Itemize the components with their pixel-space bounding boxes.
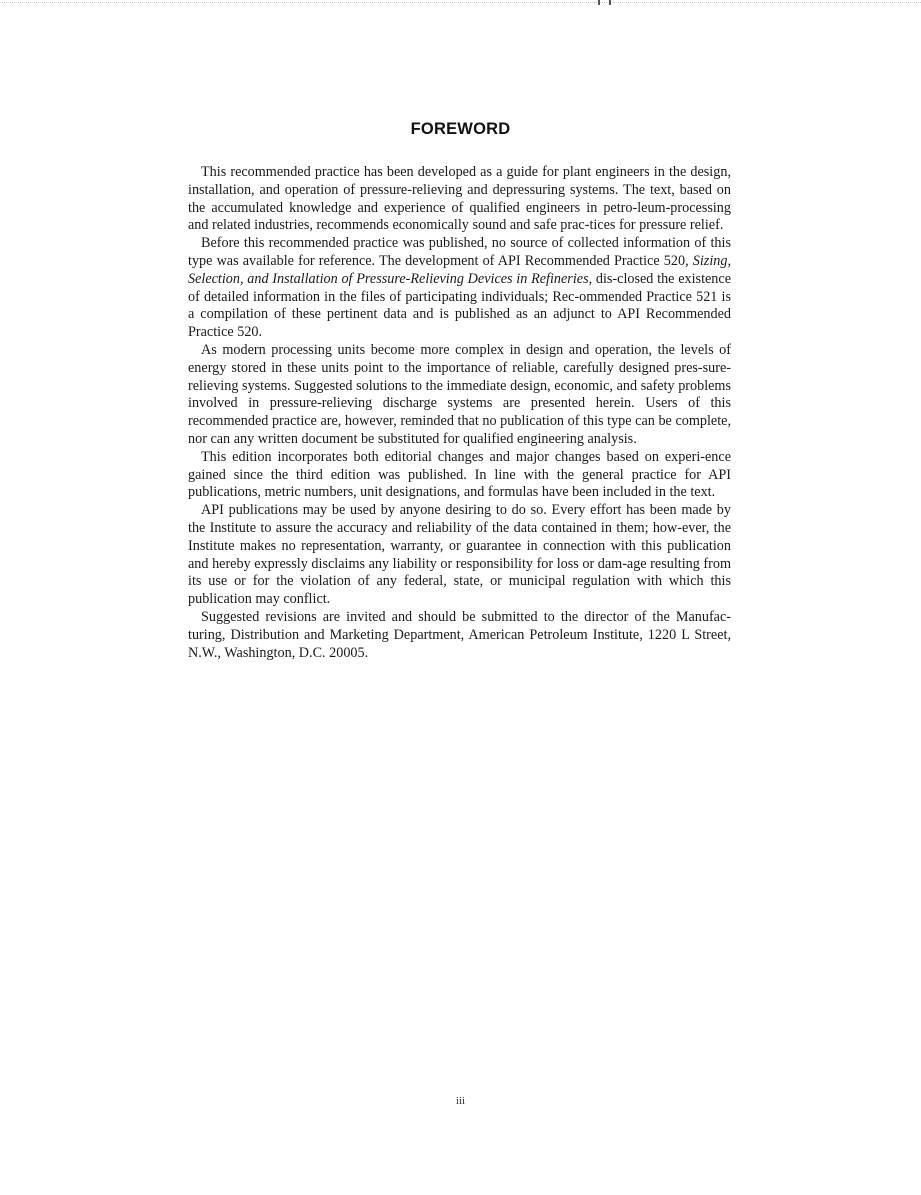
paragraph-edition: This edition incorporates both editorial changes and major changes based on experi-ence gained since the third edition was published. In line with the general practice for API publications, metric numbers, unit designations, and formulas have been included in the text.: [188, 448, 731, 501]
foreword-body: [188, 164, 731, 662]
scan-edge-line: [0, 2, 921, 3]
paragraph-revisions: Suggested revisions are invited and should be submitted to the director of the Manufac-turing, Distribution and Marketing Department, American Petroleum Institute, 1220 L Street, N.W., Washington, D.C. 20005.: [188, 608, 731, 661]
page-title: FOREWORD: [410, 120, 511, 138]
page-number: iii: [455, 1095, 466, 1107]
paragraph-background-text-end: , dis-closed the existence of detailed information in the files of participating individuals; Rec-ommended Practice 521 is a compilation of these pertinent data and is published as an adjunct to API Recommended Practice 520.: [188, 270, 731, 341]
paragraph-purpose: This recommended practice has been developed as a guide for plant engineers in the design, installation, and operation of pressure-relieving and depressuring systems. The text, based on the accumulated knowledge and experience of qualified engineers in petro-leum-processing and related industries, recommends economically sound and safe prac-tices for pressure relief.: [188, 164, 731, 234]
paragraph-complexity: As modern processing units become more complex in design and operation, the levels of energy stored in these units point to the importance of reliable, carefully designed pres-sure-relieving systems. Suggested solutions to the immediate design, economic, and safety problems involved in pressure-relieving discharge systems are presented herein. Users of this recommended practice are, however, reminded that no publication of this type can be complete, nor can any written document be substituted for qualified engineering analysis.: [188, 341, 731, 447]
scan-edge-mark: [598, 0, 600, 5]
paragraph-disclaimer: API publications may be used by anyone desiring to do so. Every effort has been made by the Institute to assure the accuracy and reliability of the data contained in them; how-ever, the Institute makes no representation, warranty, or guarantee in connection with this publication and hereby expressly disclaims any liability or responsibility for loss or dam-age resulting from its use or for the violation of any federal, state, or municipal regulation with which this publication may conflict.: [188, 502, 731, 608]
paragraph-background-text: Before this recommended practice was published, no source of collected information of this type was available for reference. The development of API Recommended Practice 520,: [188, 235, 731, 269]
paragraph-background: [188, 235, 731, 342]
referenced-publication-title: Sizing, Selection, and Installation of Pressure-Relieving Devices in Refineries: [188, 252, 731, 287]
scan-edge-mark: [609, 0, 611, 5]
